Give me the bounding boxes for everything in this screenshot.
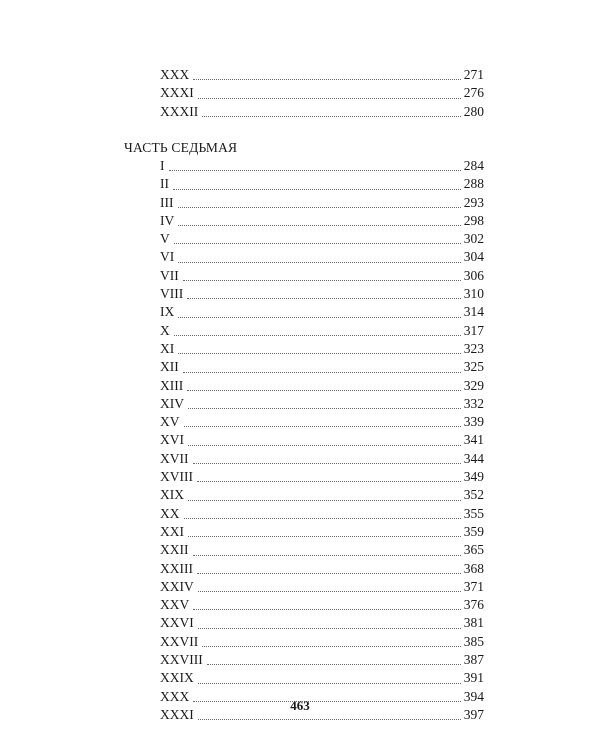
page-number: 310	[463, 286, 484, 302]
chapter-number: XIII	[160, 377, 184, 393]
dot-leader	[193, 462, 461, 464]
dot-leader	[198, 627, 461, 629]
dot-leader	[188, 407, 461, 409]
page-number: 344	[463, 450, 484, 466]
chapter-number: V	[160, 231, 170, 247]
dot-leader	[183, 279, 461, 281]
chapter-number: XXVIII	[160, 652, 203, 668]
toc-entry	[160, 560, 484, 578]
toc-entry	[160, 303, 484, 321]
dot-leader	[188, 535, 461, 537]
dot-leader	[207, 663, 461, 665]
toc-entry	[160, 194, 484, 212]
toc-entry	[160, 157, 484, 175]
dot-leader	[178, 224, 461, 226]
page-number: 349	[463, 469, 484, 485]
chapter-number: XXVII	[160, 633, 199, 649]
toc-entry	[160, 285, 484, 303]
toc-entry	[160, 669, 484, 687]
dot-leader	[169, 169, 461, 171]
toc-entry	[160, 596, 484, 614]
chapter-number: XXIV	[160, 578, 194, 594]
folio-page-number: 463	[290, 698, 310, 713]
page-number: 317	[463, 322, 484, 338]
chapter-number: XX	[160, 505, 180, 521]
toc-entry	[160, 322, 484, 340]
chapter-number: XXXII	[160, 103, 199, 119]
page-number: 332	[463, 395, 484, 411]
chapter-number: XXVI	[160, 615, 194, 631]
page-number: 385	[463, 633, 484, 649]
dot-leader	[198, 97, 461, 99]
dot-leader	[188, 499, 461, 501]
dot-leader	[193, 608, 461, 610]
dot-leader	[197, 480, 461, 482]
dot-leader	[202, 645, 461, 647]
toc-entry	[160, 450, 484, 468]
dot-leader	[184, 425, 461, 427]
page-number: 352	[463, 487, 484, 503]
page-number: 381	[463, 615, 484, 631]
page-number: 302	[463, 231, 484, 247]
dot-leader	[178, 261, 461, 263]
page-number: 323	[463, 340, 484, 356]
chapter-number: XXX	[160, 67, 190, 82]
dot-leader	[198, 718, 461, 720]
page-number: 271	[463, 67, 484, 82]
chapter-number: VIII	[160, 286, 184, 302]
dot-leader	[193, 78, 461, 80]
chapter-number: XIV	[160, 395, 184, 411]
dot-leader	[178, 352, 461, 354]
page-number: 280	[463, 103, 484, 119]
page-number: 368	[463, 560, 484, 576]
toc-continued-list	[0, 66, 600, 121]
chapter-number: XXXI	[160, 706, 194, 722]
chapter-number: I	[160, 158, 165, 173]
dot-leader	[174, 334, 461, 336]
page-number: 359	[463, 523, 484, 539]
dot-leader	[202, 115, 461, 117]
toc-entry	[160, 377, 484, 395]
toc-entry	[160, 486, 484, 504]
toc-entry	[160, 84, 484, 102]
dot-leader	[187, 389, 461, 391]
toc-entry	[160, 633, 484, 651]
dot-leader	[178, 206, 461, 208]
toc-entry	[160, 614, 484, 632]
toc-entry	[160, 230, 484, 248]
toc-entry	[160, 523, 484, 541]
chapter-number: IX	[160, 304, 175, 320]
dot-leader	[174, 242, 461, 244]
page-number: 298	[463, 212, 484, 228]
toc-entry	[160, 103, 484, 121]
dot-leader	[184, 517, 461, 519]
dot-leader	[198, 590, 461, 592]
page-number: 284	[463, 158, 484, 173]
toc-part-seven	[0, 138, 600, 724]
dot-leader	[193, 554, 461, 556]
toc-entry	[160, 505, 484, 523]
toc-entry	[160, 175, 484, 193]
page-number: 339	[463, 414, 484, 430]
toc-entry	[160, 66, 484, 84]
dot-leader	[178, 316, 461, 318]
page-number: 288	[463, 176, 484, 192]
page-number: 376	[463, 597, 484, 613]
page-number: 325	[463, 359, 484, 375]
toc-entry	[160, 340, 484, 358]
toc-entry	[160, 248, 484, 266]
page-number: 365	[463, 542, 484, 558]
chapter-number: XXIII	[160, 560, 193, 576]
toc-entry	[160, 413, 484, 431]
dot-leader	[183, 371, 461, 373]
page-number: 314	[463, 304, 484, 320]
toc-entry	[160, 431, 484, 449]
chapter-number: IV	[160, 212, 175, 228]
toc-entry	[160, 578, 484, 596]
page-number: 371	[463, 578, 484, 594]
chapter-number: II	[160, 176, 169, 192]
page-number: 341	[463, 432, 484, 448]
page-number: 387	[463, 652, 484, 668]
dot-leader	[198, 682, 461, 684]
toc-entry	[160, 651, 484, 669]
dot-leader	[197, 572, 461, 574]
chapter-number: XXX	[160, 688, 190, 704]
chapter-number: XXV	[160, 597, 190, 613]
chapter-number: VI	[160, 249, 175, 265]
dot-leader	[188, 444, 461, 446]
chapter-number: XIX	[160, 487, 184, 503]
chapter-number: XV	[160, 414, 180, 430]
chapter-number: VII	[160, 267, 179, 283]
chapter-number: III	[160, 194, 174, 210]
toc-entry	[160, 267, 484, 285]
toc-entry	[160, 212, 484, 230]
page-number: 306	[463, 267, 484, 283]
page-number: 329	[463, 377, 484, 393]
toc-entry	[160, 468, 484, 486]
chapter-number: XVI	[160, 432, 184, 448]
part-heading: ЧАСТЬ СЕДЬМАЯ	[124, 140, 238, 155]
chapter-number: XVIII	[160, 469, 193, 485]
dot-leader	[173, 188, 461, 190]
page-number: 391	[463, 670, 484, 686]
page-number: 304	[463, 249, 484, 265]
page-number: 355	[463, 505, 484, 521]
page-number: 293	[463, 194, 484, 210]
page-number: 397	[463, 706, 484, 722]
toc-entry	[160, 358, 484, 376]
chapter-number: XXII	[160, 542, 189, 558]
chapter-number: XXIX	[160, 670, 194, 686]
page-number: 276	[463, 85, 484, 101]
toc-entry	[160, 395, 484, 413]
dot-leader	[187, 297, 461, 299]
chapter-number: XXXI	[160, 85, 194, 101]
chapter-number: XXI	[160, 523, 184, 539]
chapter-number: XI	[160, 340, 175, 356]
chapter-number: XII	[160, 359, 179, 375]
chapter-number: X	[160, 322, 170, 338]
toc-entry	[160, 541, 484, 559]
page-number: 394	[463, 688, 484, 704]
chapter-number: XVII	[160, 450, 189, 466]
